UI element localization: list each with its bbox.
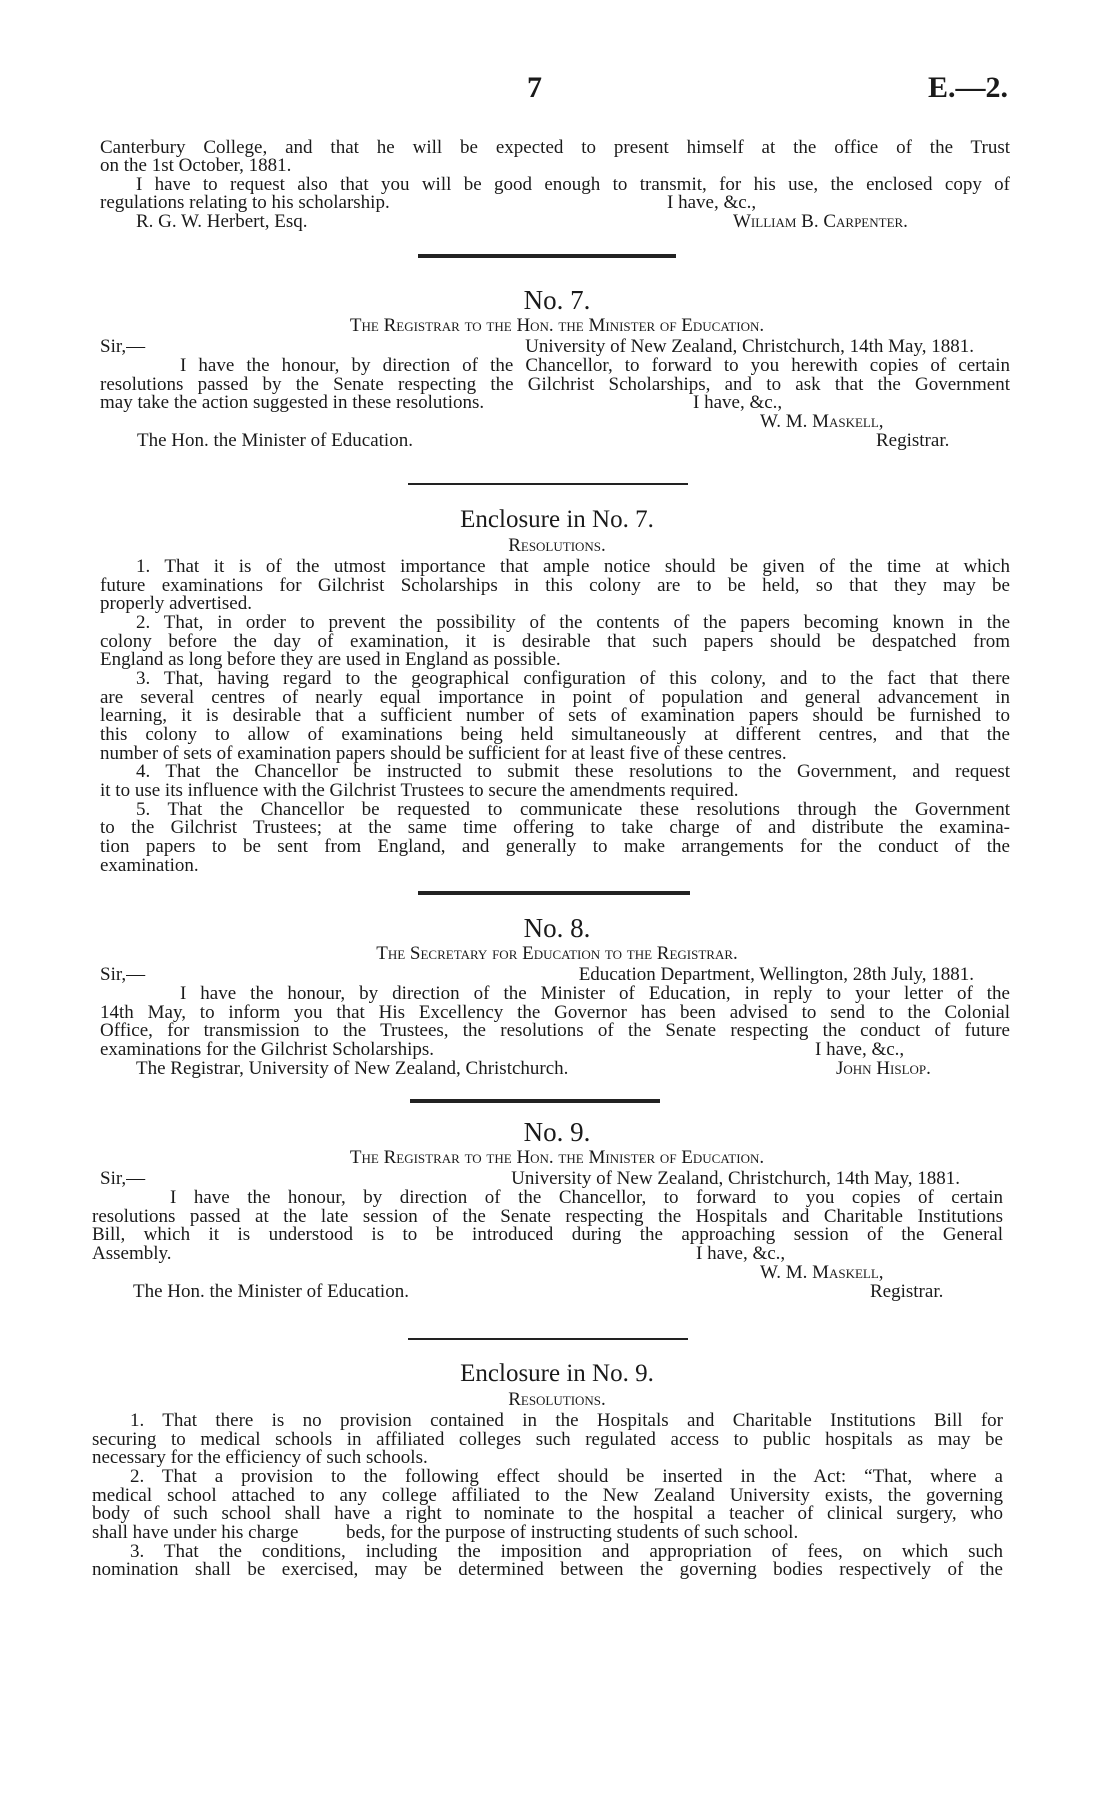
addressee: The Hon. the Minister of Education. (137, 430, 413, 451)
resolution-line: securing to medical schools in affiliated colleges such regulated access to public hospitals as may be (92, 1429, 1003, 1450)
resolution-line: 2. That, in order to prevent the possibility of the contents of the papers becoming known in the (136, 612, 1010, 633)
salutation: Sir,— (100, 964, 146, 985)
salutation: Sir,— (100, 336, 146, 357)
letter-subheading: The Secretary for Education to the Registrar. (376, 943, 738, 964)
resolution-line: this colony to allow of examinations being held simultaneously at different centres, and that the (100, 724, 1010, 745)
addressee: The Registrar, University of New Zealand, Christchurch. (136, 1058, 569, 1079)
resolution-line: body of such school shall have a right to nominate to the hospital a teacher of clinical surgery, who (92, 1503, 1003, 1524)
document-code: E.—2. (928, 71, 1009, 104)
signature: W. M. Maskell, (760, 411, 884, 432)
resolution-line: 2. That a provision to the following effect should be inserted in the Act: “That, where a (130, 1466, 1003, 1487)
resolution-line: 1. That it is of the utmost importance that ample notice should be given of the time at which (136, 556, 1010, 577)
resolution-line: 4. That the Chancellor be instructed to submit these resolutions to the Government, and request (136, 761, 1010, 782)
intro-line: regulations relating to his scholarship. (100, 192, 390, 213)
body-line: Bill, which it is understood is to be introduced during the approaching session of the General (92, 1224, 1003, 1245)
addressee: The Hon. the Minister of Education. (133, 1281, 409, 1302)
body-line: I have the honour, by direction of the Chancellor, to forward to you herewith copies of certain (180, 355, 1010, 376)
resolution-line: learning, it is desirable that a sufficient number of sets of examination papers should be furnished to (100, 705, 1010, 726)
body-line: Office, for transmission to the Trustees, the resolutions of the Senate respecting the conduct of future (100, 1020, 1010, 1041)
signer-title: Registrar. (870, 1281, 944, 1302)
signer-title: Registrar. (876, 430, 950, 451)
enclosure-subheading: Resolutions. (508, 535, 606, 556)
section-divider (418, 891, 690, 895)
letter-heading: No. 8. (523, 913, 591, 943)
closing: I have, &c., (815, 1039, 905, 1060)
body-line: may take the action suggested in these resolutions. (100, 392, 485, 413)
place-date: University of New Zealand, Christchurch, 14th May, 1881. (511, 1168, 960, 1189)
addressee: R. G. W. Herbert, Esq. (136, 211, 308, 232)
intro-line: I have to request also that you will be good enough to transmit, for his use, the enclosed copy of (136, 174, 1010, 195)
signature: W. M. Maskell, (760, 1262, 884, 1283)
resolution-line: shall have under his charge beds, for the purpose of instructing students of such school. (92, 1522, 799, 1543)
resolution-line: 1. That there is no provision contained in the Hospitals and Charitable Institutions Bill for (130, 1410, 1003, 1431)
resolution-line: colony before the day of examination, it is desirable that such papers should be despatched from (100, 631, 1010, 652)
resolution-line: 5. That the Chancellor be requested to communicate these resolutions through the Government (136, 799, 1010, 820)
closing: I have, &c., (667, 192, 757, 213)
page-number: 7 (527, 71, 542, 104)
section-divider (410, 1099, 660, 1103)
closing: I have, &c., (693, 392, 783, 413)
place-date: Education Department, Wellington, 28th July, 1881. (578, 964, 974, 985)
body-line: I have the honour, by direction of the Chancellor, to forward to you copies of certain (170, 1187, 1003, 1208)
section-divider (408, 483, 688, 485)
resolution-line: 3. That, having regard to the geographical configuration of this colony, and to the fact that there (136, 668, 1010, 689)
resolution-line: 3. That the conditions, including the imposition and appropriation of fees, on which such (130, 1541, 1003, 1562)
letter-subheading: The Registrar to the Hon. the Minister of Education. (349, 1147, 765, 1168)
body-line: I have the honour, by direction of the Minister of Education, in reply to your letter of the (180, 983, 1010, 1004)
salutation: Sir,— (100, 1168, 146, 1189)
resolution-line: tion papers to be sent from England, and generally to make arrangements for the conduct of the (100, 836, 1010, 857)
body-line: resolutions passed at the late session of the Senate respecting the Hospitals and Charitable Institutions (92, 1206, 1003, 1227)
resolution-line: it to use its influence with the Gilchrist Trustees to secure the amendments required. (100, 780, 739, 801)
resolution-line: necessary for the efficiency of such schools. (92, 1447, 428, 1468)
closing: I have, &c., (696, 1243, 786, 1264)
resolution-line: medical school attached to any college affiliated to the New Zealand University exists, the governing (92, 1485, 1003, 1506)
resolution-line: England as long before they are used in England as possible. (100, 649, 561, 670)
letter-subheading: The Registrar to the Hon. the Minister of Education. (349, 315, 765, 336)
signature: William B. Carpenter. (733, 211, 908, 232)
intro-line: Canterbury College, and that he will be expected to present himself at the office of the Trust (100, 137, 1010, 158)
resolution-line: nomination shall be exercised, may be determined between the governing bodies respectively of the (92, 1559, 1003, 1580)
letter-heading: No. 7. (523, 285, 591, 315)
enclosure-heading: Enclosure in No. 9. (460, 1360, 654, 1387)
body-line: Assembly. (92, 1243, 172, 1264)
section-divider (408, 1338, 688, 1340)
signature: John Hislop. (836, 1058, 931, 1079)
letter-heading: No. 9. (523, 1117, 591, 1147)
section-divider (418, 254, 676, 258)
resolution-line: examination. (100, 855, 199, 876)
place-date: University of New Zealand, Christchurch, 14th May, 1881. (525, 336, 974, 357)
resolution-line: to the Gilchrist Trustees; at the same time offering to take charge of and distribute the examina- (100, 817, 1010, 838)
body-line: resolutions passed by the Senate respecting the Gilchrist Scholarships, and to ask that the Government (100, 374, 1010, 395)
body-line: 14th May, to inform you that His Excellency the Governor has been advised to send to the Colonial (100, 1002, 1010, 1023)
resolution-line: number of sets of examination papers should be sufficient for at least five of these centres. (100, 743, 787, 764)
enclosure-subheading: Resolutions. (508, 1389, 606, 1410)
resolution-line: are several centres of nearly equal importance in point of population and general advancement in (100, 687, 1010, 708)
intro-line: on the 1st October, 1881. (100, 155, 292, 176)
enclosure-heading: Enclosure in No. 7. (460, 506, 654, 533)
body-line: examinations for the Gilchrist Scholarships. (100, 1039, 435, 1060)
resolution-line: future examinations for Gilchrist Scholarships in this colony are to be held, so that they may be (100, 575, 1010, 596)
resolution-line: properly advertised. (100, 593, 252, 614)
